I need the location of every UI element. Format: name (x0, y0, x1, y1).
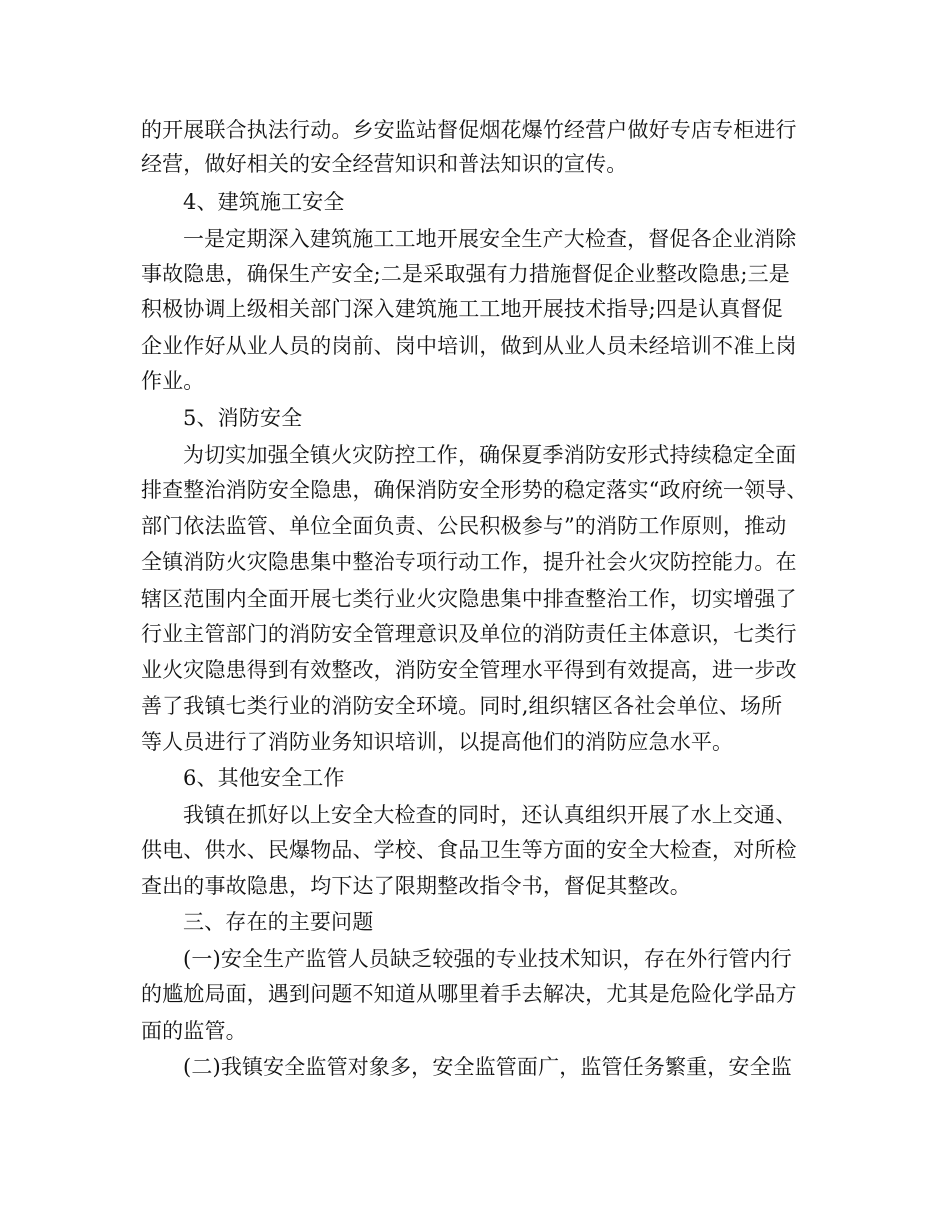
body-line: 作业。 (141, 369, 205, 393)
body-line: 的开展联合执法行动。乡安监站督促烟花爆竹经营户做好专店专柜进行 (141, 118, 797, 142)
section-heading: 5、消防安全 (183, 406, 303, 430)
paragraph-first-line: (二)我镇安全监管对象多，安全监管面广，监管任务繁重，安全监 (183, 1055, 792, 1079)
body-line: 供电、供水、民爆物品、学校、食品卫生等方面的安全大检查，对所检 (141, 838, 797, 862)
body-line: 等人员进行了消防业务知识培训，以提高他们的消防应急水平。 (141, 730, 734, 754)
body-line: 辖区范围内全面开展七类行业火灾隐患集中排查整治工作，切实增强了 (141, 587, 797, 611)
body-line: 积极协调上级相关部门深入建筑施工工地开展技术指导;四是认真督促 (141, 297, 783, 321)
paragraph-first-line: (一)安全生产监管人员缺乏较强的专业技术知识，存在外行管内行 (183, 947, 792, 971)
section-heading: 6、其他安全工作 (183, 766, 345, 790)
paragraph-first-line: 为切实加强全镇火灾防控工作，确保夏季消防安形式持续稳定全面 (183, 443, 797, 467)
body-line: 企业作好从业人员的岗前、岗中培训，做到从业人员未经培训不准上岗 (141, 334, 797, 358)
body-line: 查出的事故隐患，均下达了限期整改指令书，督促其整改。 (141, 874, 691, 898)
section-heading: 4、建筑施工安全 (183, 190, 345, 214)
body-line: 面的监管。 (141, 1019, 247, 1043)
body-line: 的尴尬局面，遇到问题不知道从哪里着手去解决，尤其是危险化学品方 (141, 982, 797, 1006)
body-line: 部门依法监管、单位全面负责、公民积极参与”的消防工作原则，推动 (141, 514, 787, 538)
body-line: 行业主管部门的消防安全管理意识及单位的消防责任主体意识，七类行 (141, 622, 797, 646)
body-line: 事故隐患，确保生产安全;二是采取强有力措施督促企业整改隐患;三是 (141, 262, 790, 286)
body-line: 经营，做好相关的安全经营知识和普法知识的宣传。 (141, 152, 628, 176)
section-heading: 三、存在的主要问题 (183, 910, 374, 934)
paragraph-first-line: 我镇在抓好以上安全大检查的同时，还认真组织开展了水上交通、 (183, 803, 797, 827)
paragraph-first-line: 一是定期深入建筑施工工地开展安全生产大检查，督促各企业消除 (183, 227, 797, 251)
body-line: 业火灾隐患得到有效整改，消防安全管理水平得到有效提高，进一步改 (141, 658, 797, 682)
body-line: 全镇消防火灾隐患集中整治专项行动工作，提升社会火灾防控能力。在 (141, 550, 797, 574)
body-line: 排查整治消防安全隐患，确保消防安全形势的稳定落实“政府统一领导、 (141, 478, 808, 502)
body-line: 善了我镇七类行业的消防安全环境。同时,组织辖区各社会单位、场所 (141, 694, 783, 718)
